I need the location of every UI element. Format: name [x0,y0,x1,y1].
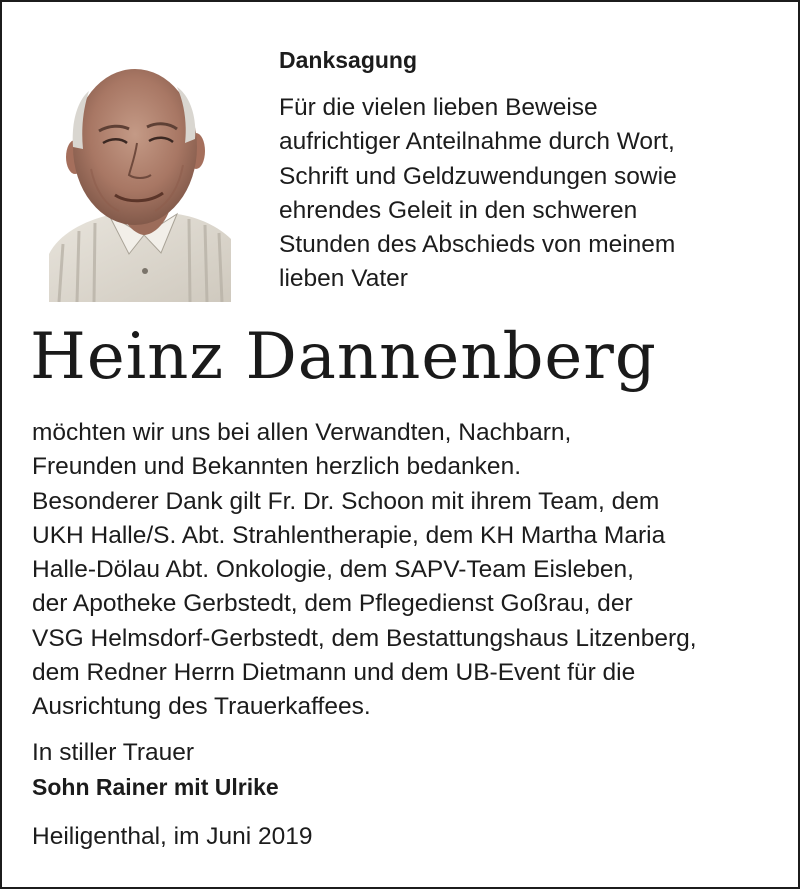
body-line: Halle-Dölau Abt. Onkologie, dem SAPV-Team Eisleben, [32,556,634,584]
signature: Sohn Rainer mit Ulrike [32,774,279,800]
intro-line: Schrift und Geldzuwendungen sowie [279,162,677,190]
body-line: Ausrichtung des Trauerkaffees. [32,693,371,721]
body-line: Freunden und Bekannten herzlich bedanken. [32,453,521,481]
closing-phrase: In stiller Trauer [32,739,195,766]
intro-line: Für die vielen lieben Beweise [279,94,598,121]
notice-heading: Danksagung [279,47,418,73]
body-line: VSG Helmsdorf-Gerbstedt, dem Bestattungshaus Litzenberg, [32,624,697,652]
body-line: dem Redner Herrn Dietmann und dem UB-Event für die [32,659,636,687]
body-line: Besonderer Dank gilt Fr. Dr. Schoon mit ihrem Team, dem [32,487,660,515]
portrait-photo-illustration [49,39,231,302]
body-line: möchten wir uns bei allen Verwandten, Nachbarn, [32,419,572,446]
body-line: der Apotheke Gerbstedt, dem Pflegedienst Goßrau, der [32,590,633,618]
deceased-name: Heinz Dannenberg [30,320,657,394]
thanks-paragraph [32,416,792,725]
intro-line: lieben Vater [279,265,408,293]
intro-line: Stunden des Abschieds von meinem [279,231,676,259]
body-line: UKH Halle/S. Abt. Strahlentherapie, dem KH Martha Maria [32,521,666,549]
intro-line: ehrendes Geleit in den schweren [279,196,638,224]
intro-paragraph [279,91,784,297]
portrait-photo [49,39,231,302]
intro-line: aufrichtiger Anteilnahme durch Wort, [279,128,675,156]
place-and-date: Heiligenthal, im Juni 2019 [32,823,313,850]
